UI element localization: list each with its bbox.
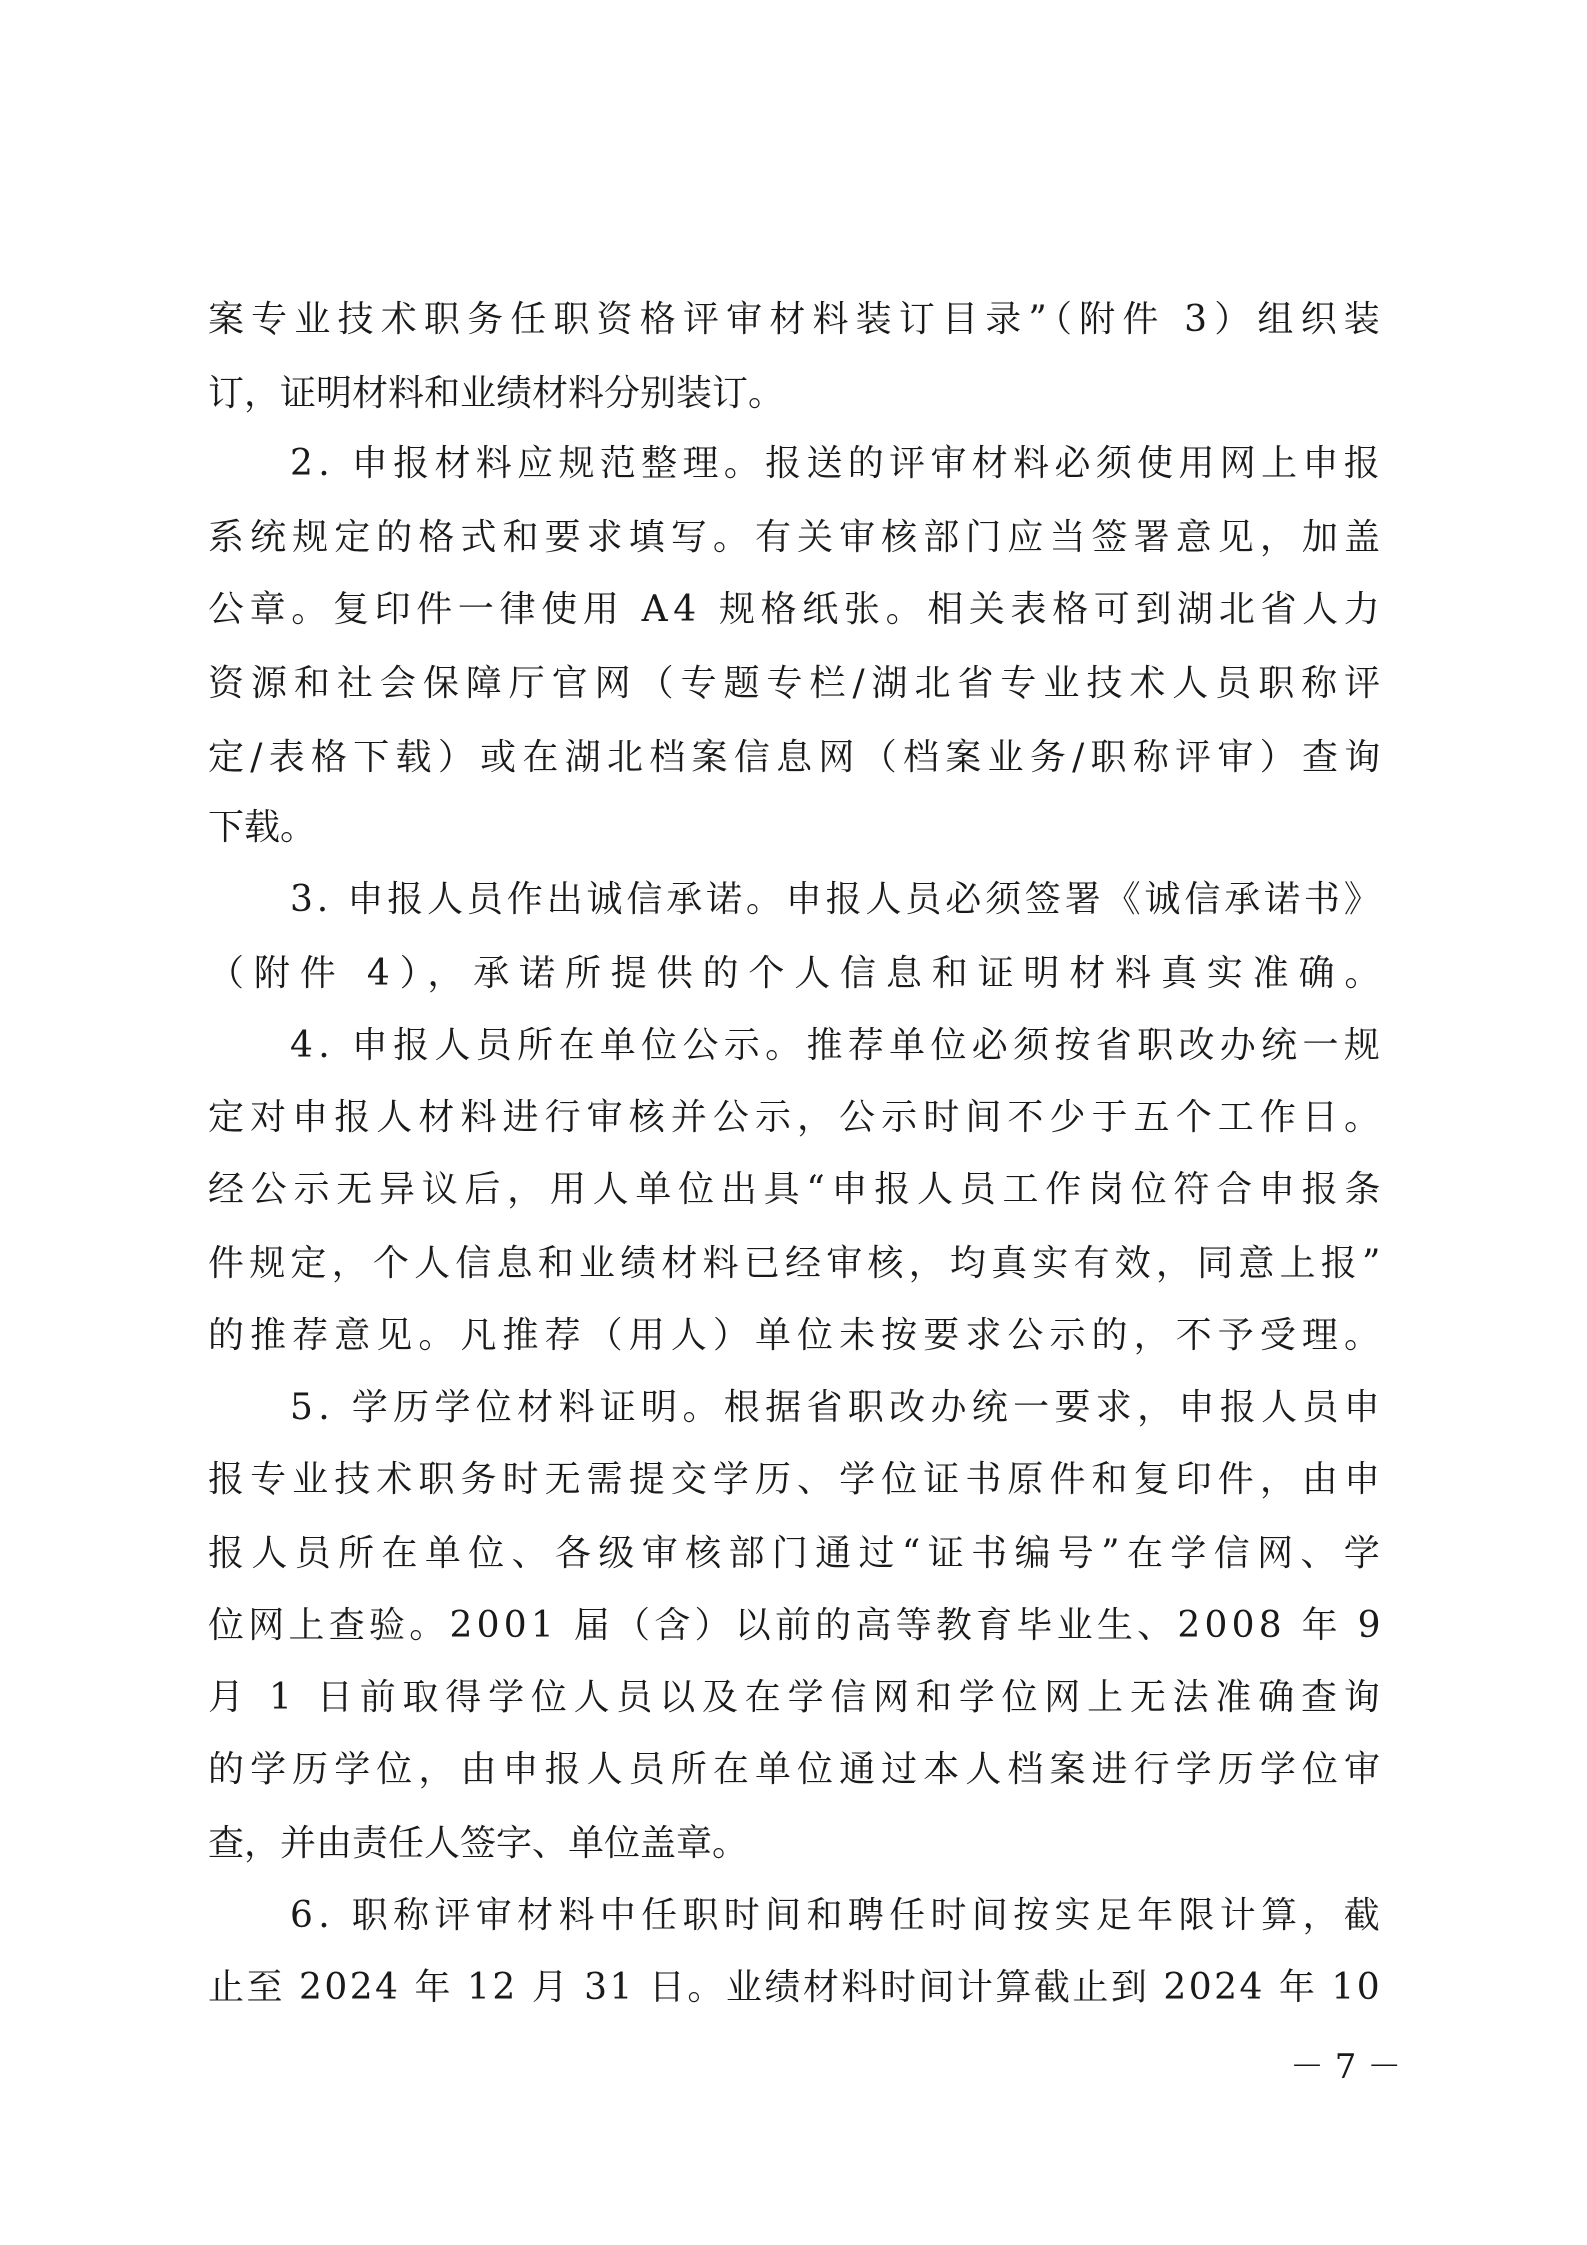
body-text-line: 经公示无异议后，用人单位出具“申报人员工作岗位符合申报条: [208, 1169, 1388, 1210]
body-text-line: 查，并由责任人签字、单位盖章。: [208, 1823, 749, 1864]
paragraph-4-start: 4. 申报人员所在单位公示。推荐单位必须按省职改办统一规: [290, 1025, 1386, 1066]
body-text-line: 下载。: [208, 807, 317, 848]
body-text-line: 订，证明材料和业绩材料分别装订。: [208, 373, 785, 414]
body-text-line: 定/表格下载）或在湖北档案信息网（档案业务/职称评审）查询: [208, 737, 1387, 778]
body-text-line: 位网上查验。2001 届（含）以前的高等教育毕业生、2008 年 9: [208, 1605, 1385, 1646]
body-text-line: 系统规定的格式和要求填写。有关审核部门应当签署意见，加盖: [208, 517, 1387, 558]
body-text-line: 的学历学位，由申报人员所在单位通过本人档案进行学历学位审: [208, 1749, 1387, 1790]
paragraph-2-start: 2. 申报材料应规范整理。报送的评审材料必须使用网上申报: [290, 443, 1386, 484]
body-text-line: 资源和社会保障厅官网（专题专栏/湖北省专业技术人员职称评: [208, 663, 1388, 704]
paragraph-3-start: 3. 申报人员作出诚信承诺。申报人员必须签署《诚信承诺书》: [290, 879, 1384, 920]
body-text-line: 案专业技术职务任职资格评审材料装订目录”（附件 3）组织装: [208, 299, 1387, 340]
body-text-line: 月 1 日前取得学位人员以及在学信网和学位网上无法准确查询: [208, 1677, 1387, 1718]
body-text-line: 定对申报人材料进行审核并公示，公示时间不少于五个工作日。: [208, 1097, 1387, 1138]
paragraph-6-start: 6. 职称评审材料中任职时间和聘任时间按实足年限计算，截: [290, 1895, 1386, 1936]
body-text-line: 止至 2024 年 12 月 31 日。业绩材料时间计算截止到 2024 年 10: [208, 1967, 1383, 2008]
paragraph-5-start: 5. 学历学位材料证明。根据省职改办统一要求，申报人员申: [290, 1387, 1386, 1428]
body-text-line: （附件 4），承诺所提供的个人信息和证明材料真实准确。: [208, 953, 1391, 994]
body-text-line: 件规定，个人信息和业绩材料已经审核，均真实有效，同意上报”: [208, 1243, 1386, 1284]
body-text-line: 的推荐意见。凡推荐（用人）单位未按要求公示的，不予受理。: [208, 1315, 1387, 1356]
body-text-line: 报人员所在单位、各级审核部门通过“证书编号”在学信网、学: [208, 1533, 1388, 1574]
body-text-line: 公章。复印件一律使用 A4 规格纸张。相关表格可到湖北省人力: [208, 589, 1386, 630]
page-number: － 7 －: [1290, 2047, 1402, 2087]
body-text-line: 报专业技术职务时无需提交学历、学位证书原件和复印件，由申: [208, 1459, 1387, 1500]
